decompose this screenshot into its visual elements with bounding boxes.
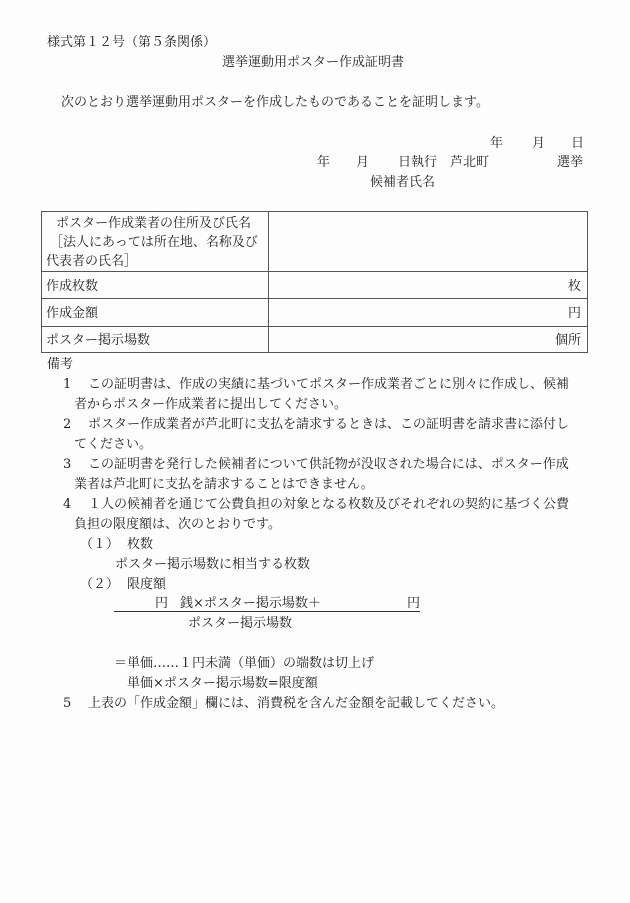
sites-unit: 個所 — [554, 333, 581, 348]
election-label: 選挙 — [557, 155, 584, 170]
election-month: 月 — [356, 155, 370, 170]
note-2-num: 2 — [63, 417, 72, 432]
sub1-label: 枚数 — [127, 537, 154, 552]
unit-price-equation: ＝単価……１円未満（単価）の端数は切上げ — [114, 656, 375, 671]
sites-label: ポスター掲示場数 — [46, 333, 151, 348]
table-row-vendor — [42, 212, 587, 272]
notes-heading: 備考 — [47, 357, 74, 372]
note-2-line1: ポスター作成業者が芦北町に支払を請求するときは、この証明書を請求書に添付し — [88, 417, 570, 432]
sub1-text: ポスター掲示場数に相当する枚数 — [115, 557, 311, 572]
count-label: 作成枚数 — [46, 279, 99, 294]
note-1-line2: 者からポスター作成業者に提出してください。 — [74, 397, 348, 412]
form-number: 様式第１２号（第５条関係） — [47, 35, 217, 50]
count-unit: 枚 — [567, 279, 581, 294]
vendor-label-line2: ［法人にあっては所在地、名称及び — [50, 235, 258, 250]
sub1-num: （１） — [80, 537, 120, 552]
table-row-sites — [42, 326, 587, 353]
election-year: 年 — [317, 155, 331, 170]
column-divider — [268, 212, 269, 352]
numerator-yen2: 円 — [407, 596, 421, 611]
denominator: ポスター掲示場数 — [188, 616, 293, 631]
document-title: 選挙運動用ポスター作成証明書 — [222, 55, 405, 70]
note-4-line1: １人の候補者を通じて公費負担の対象となる枚数及びそれぞれの契約に基づく公費 — [88, 497, 570, 512]
numerator-yen: 円 — [155, 596, 169, 611]
intro-text: 次のとおり選挙運動用ポスターを作成したものであることを証明します。 — [61, 95, 489, 110]
table-row-amount — [42, 298, 587, 326]
candidate-name-label: 候補者氏名 — [370, 175, 436, 190]
election-town: 芦北町 — [450, 155, 490, 170]
date-month: 月 — [532, 136, 546, 151]
note-3-num: 3 — [63, 457, 72, 472]
vendor-label-line1: ポスター作成業者の住所及び氏名 — [56, 216, 252, 231]
note-5-line1: 上表の「作成金額」欄には、消費税を含んだ金額を記載してください。 — [88, 696, 505, 711]
fraction-line — [114, 611, 420, 612]
sub2-label: 限度額 — [127, 577, 167, 592]
certificate-table — [41, 211, 588, 353]
note-5-num: 5 — [63, 696, 72, 711]
note-2-line2: てください。 — [74, 437, 153, 452]
note-1-line1: この証明書は、作成の実績に基づいてポスター作成業者ごとに別々に作成し、候補 — [88, 377, 570, 392]
election-day-exec: 日執行 — [398, 155, 438, 170]
note-4-num: 4 — [63, 497, 72, 512]
amount-label: 作成金額 — [46, 306, 99, 321]
note-3-line2: 業者は芦北町に支払を請求することはできません。 — [74, 477, 374, 492]
amount-unit: 円 — [567, 306, 581, 321]
note-1-num: 1 — [63, 377, 72, 392]
vendor-label-line3: 代表者の氏名］ — [46, 254, 138, 269]
table-row-count — [42, 271, 587, 299]
date-day: 日 — [571, 136, 585, 151]
numerator-sen-expr: 銭×ポスター掲示場数＋ — [180, 596, 321, 611]
sub2-num: （２） — [80, 577, 120, 592]
note-4-line2: 負担の限度額は、次のとおりです。 — [74, 517, 281, 532]
date-year: 年 — [490, 136, 504, 151]
limit-equation: 単価×ポスター掲示場数=限度額 — [127, 676, 318, 691]
note-3-line1: この証明書を発行した候補者について供託物が没収された場合には、ポスター作成 — [88, 457, 569, 472]
